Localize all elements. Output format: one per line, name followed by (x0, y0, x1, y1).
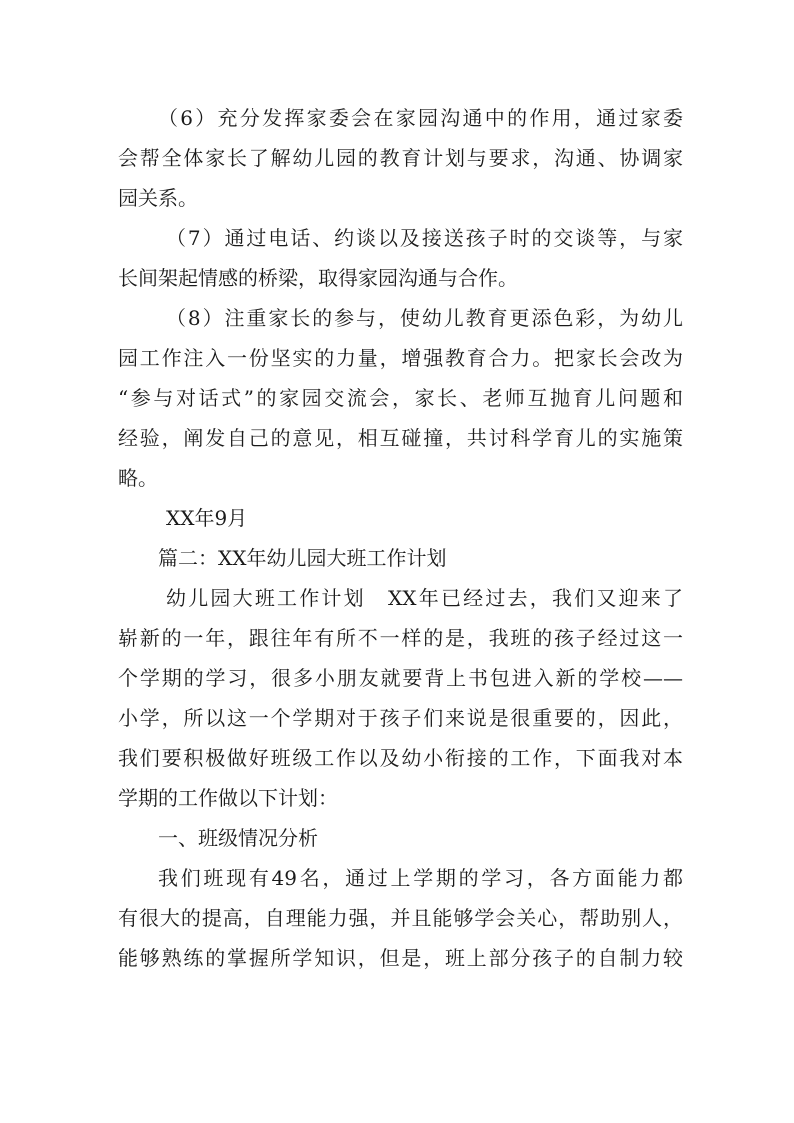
paragraph-line: 长间架起情感的桥梁，取得家园沟通与合作。 (118, 266, 518, 290)
paragraph-line: 我们班现有49名，通过上学期的学习，各方面能力都 (158, 866, 683, 890)
date-line: XX年9月 (166, 506, 248, 530)
paragraph-line: 学期的工作做以下计划： (118, 786, 338, 810)
document-body (118, 98, 683, 978)
paragraph-line: 崭新的一年，跟往年有所不一样的是，我班的孩子经过这一 (118, 626, 683, 650)
paragraph-line: 有很大的提高，自理能力强，并且能够学会关心，帮助别人， (118, 906, 683, 930)
paragraph-line: （8）注重家长的参与，使幼儿教育更添色彩，为幼儿 (166, 306, 683, 330)
paragraph-line: （7）通过电话、约谈以及接送孩子时的交谈等，与家 (166, 226, 683, 250)
paragraph-line: 经验，阐发自己的意见，相互碰撞，共讨科学育儿的实施策 (118, 426, 683, 450)
paragraph-line: 会帮全体家长了解幼儿园的教育计划与要求，沟通、协调家 (118, 146, 683, 170)
paragraph-line: 园工作注入一份坚实的力量，增强教育合力。把家长会改为 (118, 346, 683, 370)
paragraph-line: （6）充分发挥家委会在家园沟通中的作用，通过家委 (158, 106, 683, 130)
paragraph-line: 幼儿园大班工作计划 XX年已经过去，我们又迎来了 (166, 586, 683, 610)
paragraph-line: “参与对话式”的家园交流会，家长、老师互抛育儿问题和 (118, 386, 683, 410)
paragraph-line: 个学期的学习，很多小朋友就要背上书包进入新的学校—— (118, 666, 683, 690)
paragraph-line: 园关系。 (118, 186, 198, 210)
paragraph-line: 能够熟练的掌握所学知识，但是，班上部分孩子的自制力较 (118, 946, 683, 970)
paragraph-line: 小学，所以这一个学期对于孩子们来说是很重要的，因此， (118, 706, 683, 730)
section-heading: 一、班级情况分析 (158, 826, 318, 850)
paragraph-line: 略。 (118, 466, 158, 490)
paragraph-line: 我们要积极做好班级工作以及幼小衔接的工作，下面我对本 (118, 746, 683, 770)
section-heading: 篇二：XX年幼儿园大班工作计划 (158, 546, 447, 570)
